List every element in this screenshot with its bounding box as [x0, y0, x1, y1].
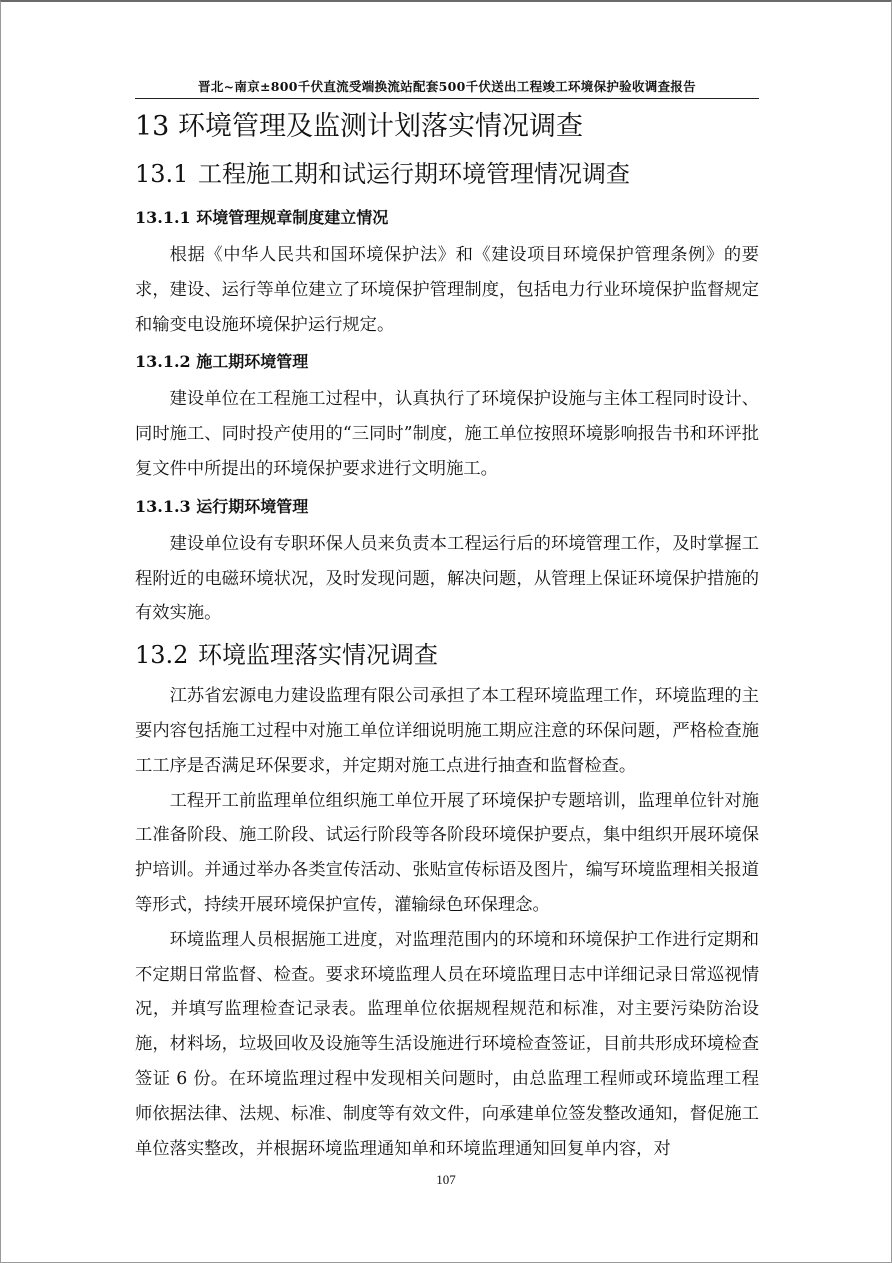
- paragraph-supervision-inspection: 环境监理人员根据施工进度，对监理范围内的环境和环境保护工作进行定期和不定期日常监督、检查。要求环境监理人员在环境监理日志中详细记录日常巡视情况，并填写监理检查记录表。监理单位依据规程规范和标准，对主要污染防治设施，材料场，垃圾回收及设施等生活设施进行环境检查签证，目前共形成环境检查签证 6 份。在环境监理过程中发现相关问题时，由总监理工程师或环境监理工程师依据法律、法规、标准、制度等有效文件，向承建单位签发整改通知，督促施工单位落实整改，并根据环境监理通知单和环境监理通知回复单内容，对: [135, 929, 759, 1159]
- section-number: 13.2: [135, 641, 189, 670]
- paragraph-supervision-training: 工程开工前监理单位组织施工单位开展了环境保护专题培训，监理单位针对施工准备阶段、施工阶段、试运行阶段等各阶段环境保护要点，集中组织开展环境保护培训。并通过举办各类宣传活动、张贴宣传标语及图片，编写环境监理相关报道等形式，持续开展环境保护宣传，灌输绿色环保理念。: [135, 790, 759, 915]
- section-title: 环境监理落实情况调查: [198, 641, 438, 670]
- subsection-13-1-3-heading: 13.1.3 运行期环境管理: [135, 496, 309, 516]
- paragraph-regulations: 根据《中华人民共和国环境保护法》和《建设项目环境保护管理条例》的要求，建设、运行等单位建立了环境保护管理制度，包括电力行业环境保护监督规定和输变电设施环境保护运行规定。: [135, 245, 759, 335]
- paragraph-operation-management: 建设单位设有专职环保人员来负责本工程运行后的环境管理工作，及时掌握工程附近的电磁环境状况，及时发现问题，解决问题，从管理上保证环境保护措施的有效实施。: [135, 533, 759, 624]
- page-number: 107: [436, 1172, 456, 1187]
- chapter-title: 13 环境管理及监测计划落实情况调查: [135, 111, 583, 142]
- section-13-1-heading: [135, 150, 759, 198]
- running-header: 晋北~南京±800千伏直流受端换流站配套500千伏送出工程竣工环境保护验收调查报告: [198, 79, 696, 94]
- paragraph-construction-management: 建设单位在工程施工过程中，认真执行了环境保护设施与主体工程同时设计、同时施工、同时投产使用的“三同时”制度，施工单位按照环境影响报告书和环评批复文件中所提出的环境保护要求进行文明施工。: [135, 389, 759, 479]
- header-rule: [135, 98, 759, 99]
- subsection-13-1-2-heading: 13.1.2 施工期环境管理: [135, 352, 309, 372]
- subsection-13-1-1-heading: 13.1.1 环境管理规章制度建立情况: [135, 208, 389, 227]
- section-number: 13.1: [135, 160, 189, 188]
- page-content: [135, 104, 759, 1166]
- section-13-2-heading: [135, 631, 759, 679]
- section-title: 工程施工期和试运行期环境管理情况调查: [198, 160, 630, 188]
- paragraph-supervision-scope: 江苏省宏源电力建设监理有限公司承担了本工程环境监理工作，环境监理的主要内容包括施工过程中对施工单位详细说明施工期应注意的环保问题，严格检查施工工序是否满足环保要求，并定期对施工点进行抽查和监督检查。: [135, 686, 759, 776]
